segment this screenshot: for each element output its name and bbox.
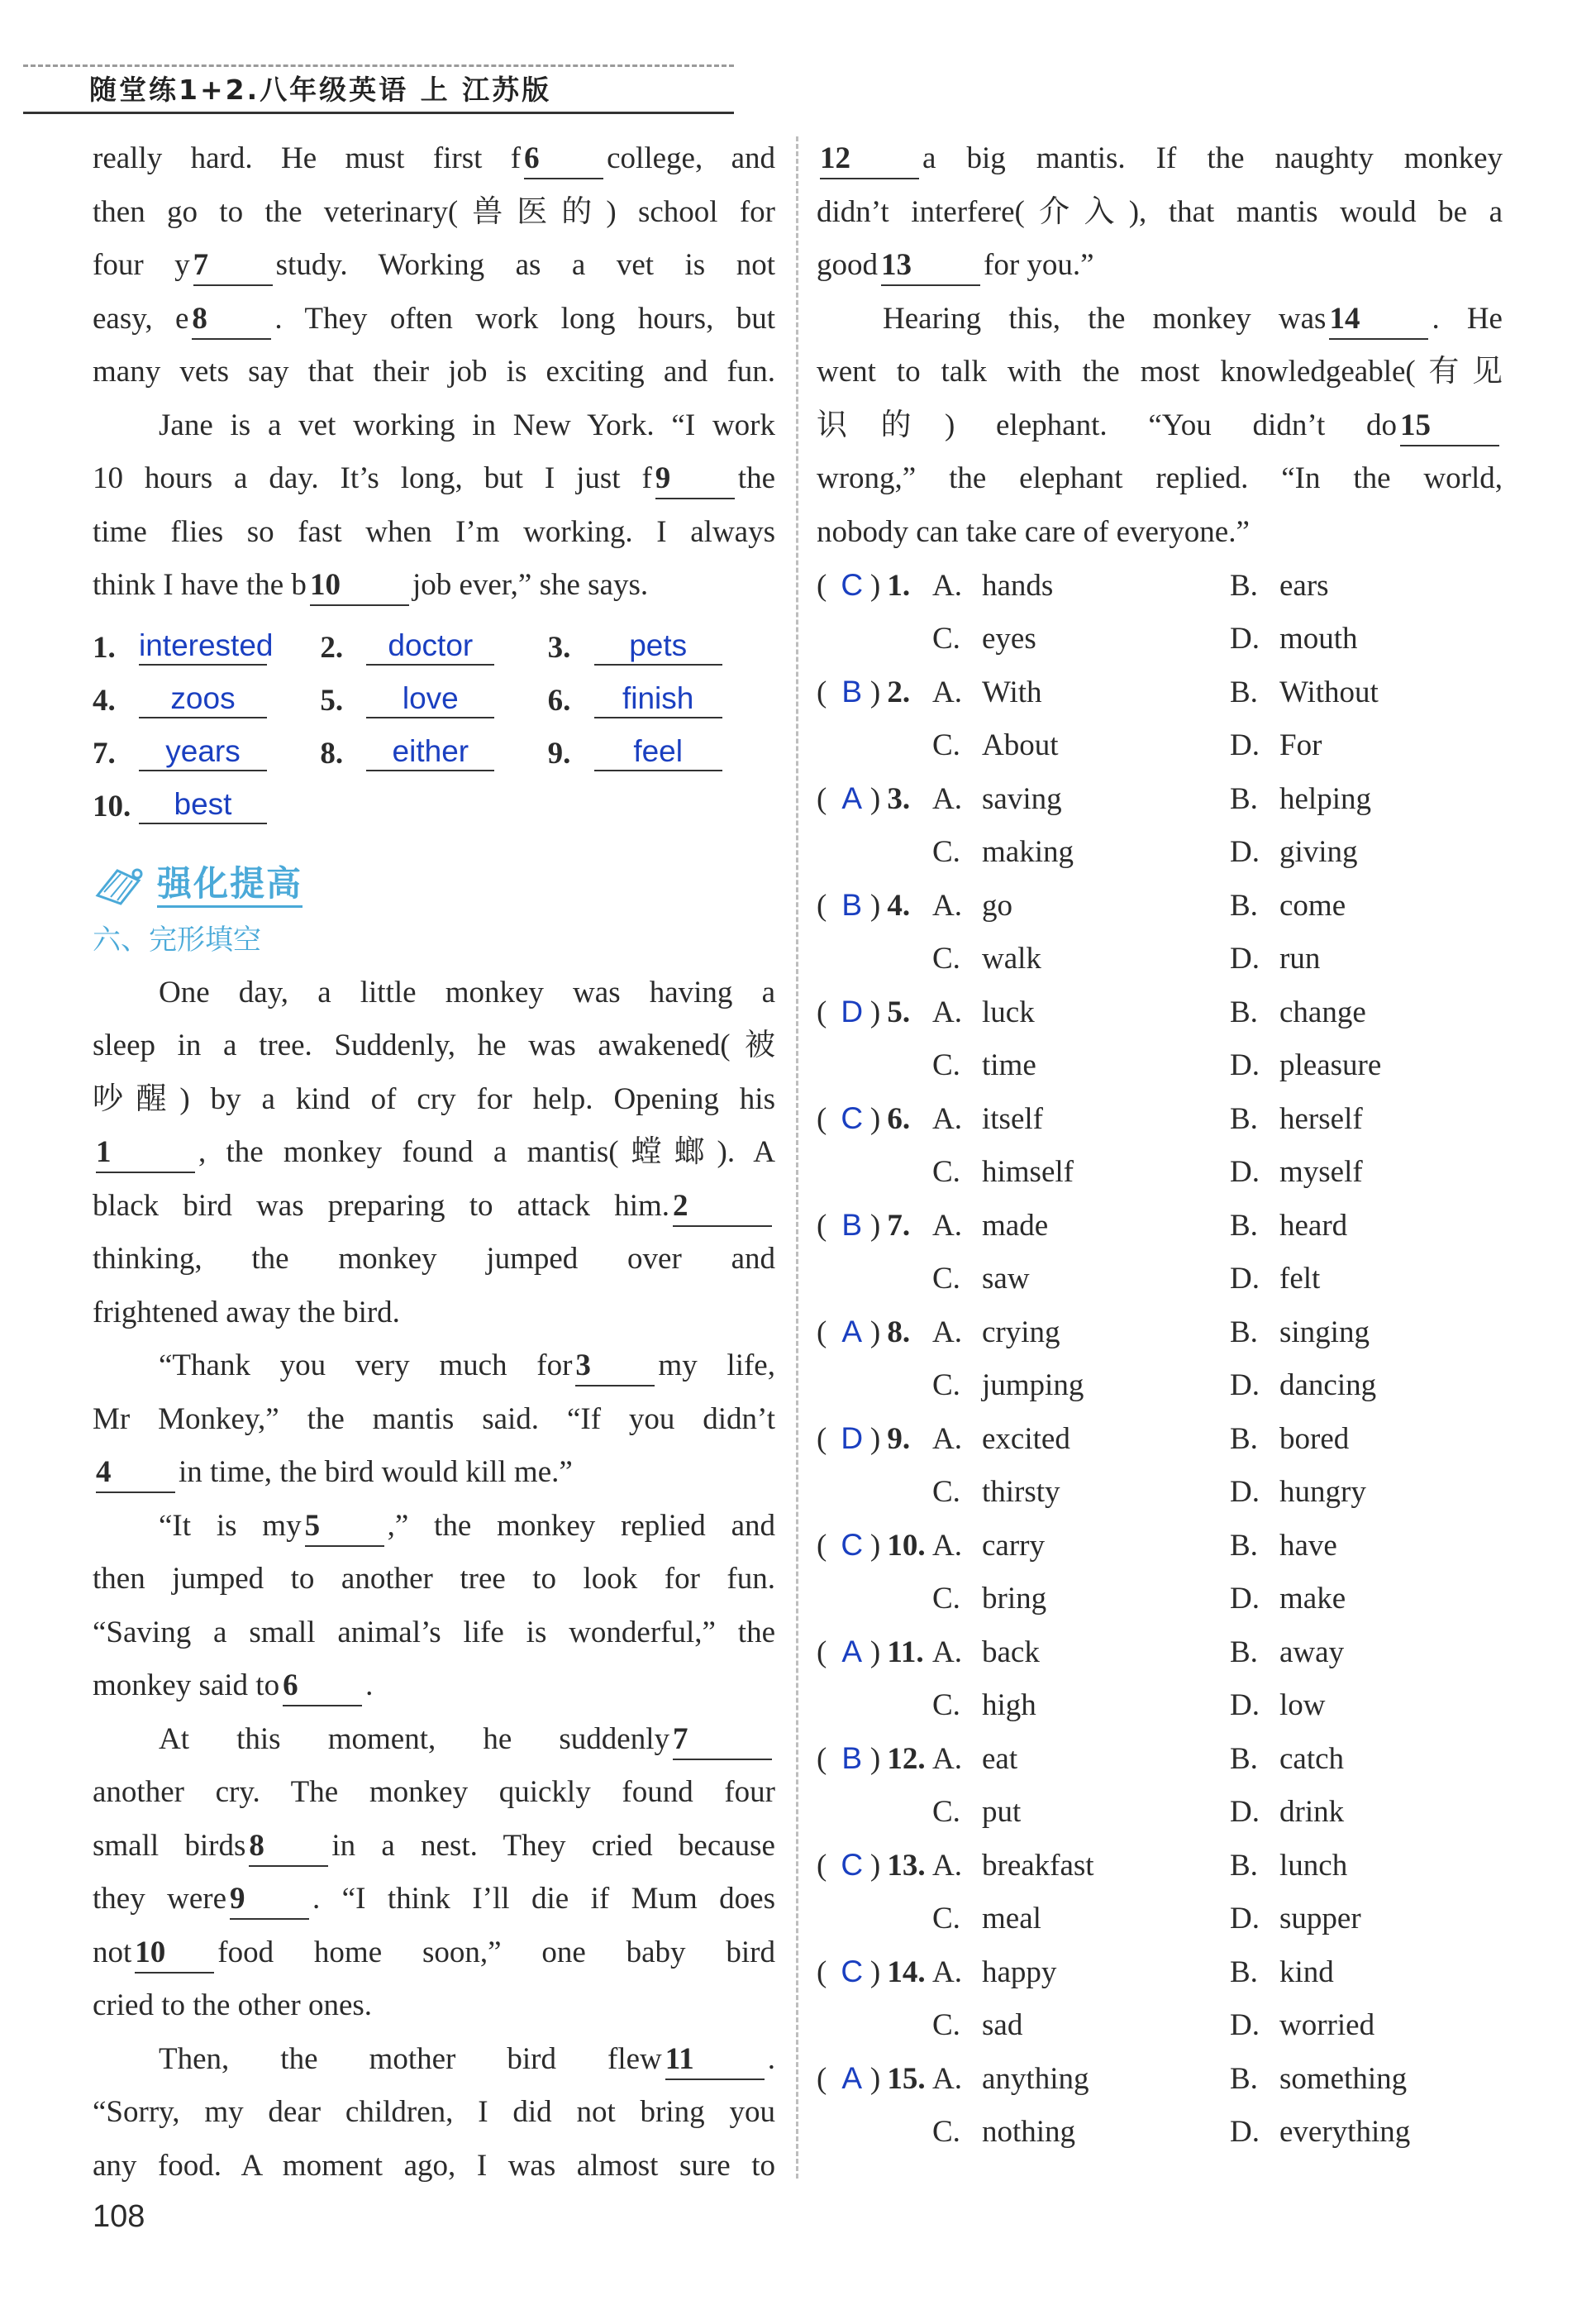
option-a: A. itself [932, 1101, 1043, 1136]
text-line: think I have the b 10 job ever,” she says. [93, 559, 775, 613]
paren-close: ) [869, 1635, 881, 1669]
question-row [817, 1092, 1503, 1146]
option-d: D. drink [1230, 1795, 1345, 1830]
question-number: 1. [887, 568, 911, 603]
column-divider [796, 136, 798, 2179]
text-line: easy, e 8 . They often work long hours, but [93, 293, 775, 346]
option-b: B. kind [1230, 1954, 1334, 1989]
question-row [817, 1199, 1503, 1253]
blank: 10 [135, 1934, 214, 1974]
text-line: 10 hours a day. It’s long, but I just f 9 the [93, 452, 775, 506]
page-header [23, 64, 734, 114]
exercise-heading: 六、完形填空 [93, 923, 261, 957]
text-line: 识的) elephant. “You didn’t do 15 [817, 399, 1503, 453]
option-d: D. felt [1230, 1262, 1321, 1296]
selected-answer: B [841, 675, 863, 709]
blank: 13 [881, 246, 980, 286]
question-row [817, 1839, 1503, 1892]
blank: 9 [230, 1880, 309, 1920]
answer-value: feel [594, 733, 722, 771]
option-a: A. made [932, 1208, 1049, 1243]
question-row-2 [817, 1146, 1503, 1200]
text-line: “It is my 5 ,” the monkey replied and [93, 1500, 775, 1554]
option-c: C. thirsty [932, 1475, 1060, 1510]
question-number: 9. [887, 1421, 911, 1456]
selected-answer: A [841, 781, 863, 816]
text-line: then go to the veterinary(兽医的) school for [93, 194, 775, 229]
selected-answer: A [841, 2061, 863, 2096]
blank: 9 [655, 460, 735, 499]
option-a: A. hands [932, 568, 1054, 603]
text-line: black bird was preparing to attack him. 2 [93, 1180, 775, 1234]
option-b: B. helping [1230, 781, 1371, 816]
paren-open: ( [817, 1421, 827, 1456]
option-c: C. meal [932, 1902, 1041, 1936]
text-line: “Thank you very much for 3 my life, [93, 1339, 775, 1393]
answer-value: doctor [366, 628, 494, 666]
text-line: 吵醒) by a kind of cry for help. Opening his [93, 1081, 775, 1116]
option-a: A. luck [932, 995, 1035, 1029]
text-line: cried to the other ones. [93, 1988, 373, 2022]
blank: 4 [96, 1453, 175, 1493]
selected-answer: B [841, 1208, 863, 1243]
text-line: another cry. The monkey quickly found four [93, 1775, 775, 1809]
answer-number: 10. [93, 789, 131, 823]
question-row-2 [817, 1679, 1503, 1733]
answer-value: best [139, 786, 267, 824]
question-row-2 [817, 1999, 1503, 2053]
option-b: B. have [1230, 1528, 1337, 1563]
paren-open: ( [817, 1848, 827, 1883]
paren-open: ( [817, 1954, 827, 1989]
option-a: A. carry [932, 1528, 1045, 1563]
option-d: D. mouth [1230, 622, 1358, 656]
option-d: D. run [1230, 942, 1321, 976]
paren-open: ( [817, 568, 827, 603]
paren-close: ) [869, 1208, 881, 1243]
option-a: A. crying [932, 1315, 1060, 1349]
answer-number: 1. [93, 630, 116, 665]
option-b: B. singing [1230, 1315, 1370, 1349]
question-row-2 [817, 2106, 1503, 2160]
page-number: 108 [93, 2199, 145, 2234]
paren-close: ) [869, 568, 881, 603]
section-heading [93, 861, 775, 910]
answer-number: 8. [320, 736, 344, 771]
selected-answer: C [841, 1101, 864, 1136]
text-line: many vets say that their job is exciting and fun. [93, 355, 775, 389]
text-line: time flies so fast when I’m working. I always [93, 514, 775, 549]
blank: 11 [665, 2040, 765, 2080]
option-d: D. For [1230, 728, 1322, 763]
option-b: B. away [1230, 1635, 1345, 1669]
paren-close: ) [869, 1954, 881, 1989]
option-d: D. everything [1230, 2115, 1411, 2150]
answer-number: 6. [547, 683, 571, 718]
answer-value: finish [594, 680, 722, 718]
text-line: small birds 8 in a nest. They cried because [93, 1820, 775, 1873]
paren-open: ( [817, 1208, 827, 1243]
question-row [817, 559, 1503, 613]
text-line: “Sorry, my dear children, I did not bring you [93, 2095, 775, 2129]
paren-open: ( [817, 1315, 827, 1349]
text-line: Then, the mother bird flew 11 . [93, 2033, 775, 2087]
option-c: C. jumping [932, 1368, 1084, 1403]
answer-value: pets [594, 628, 722, 666]
question-number: 11. [887, 1635, 924, 1669]
option-a: A. With [932, 675, 1042, 709]
paren-open: ( [817, 781, 827, 816]
option-a: A. anything [932, 2061, 1089, 2096]
option-b: B. heard [1230, 1208, 1348, 1243]
question-number: 15. [887, 2061, 926, 2096]
question-row [817, 1945, 1503, 1999]
right-column [817, 132, 1503, 2159]
option-b: B. something [1230, 2061, 1408, 2096]
option-a: A. eat [932, 1741, 1018, 1776]
blank: 1 [96, 1134, 195, 1173]
selected-answer: A [841, 1315, 863, 1349]
question-number: 4. [887, 888, 911, 923]
selected-answer: C [841, 1954, 864, 1989]
question-number: 3. [887, 781, 911, 816]
blank: 5 [305, 1507, 384, 1547]
paren-close: ) [869, 2061, 881, 2096]
paren-close: ) [869, 1101, 881, 1136]
question-number: 5. [887, 995, 911, 1029]
option-d: D. supper [1230, 1902, 1361, 1936]
question-row [817, 1625, 1503, 1679]
question-row-2 [817, 1359, 1503, 1413]
selected-answer: C [841, 1528, 864, 1563]
book-title: 随堂练1+2.八年级英语 上 江苏版 [89, 74, 552, 106]
answer-number: 3. [547, 630, 571, 665]
text-line: One day, a little monkey was having a [159, 975, 775, 1009]
option-b: B. come [1230, 888, 1346, 923]
option-c: C. sad [932, 2008, 1023, 2043]
option-b: B. change [1230, 995, 1366, 1029]
option-c: C. time [932, 1048, 1036, 1083]
question-row [817, 1732, 1503, 1786]
question-row [817, 2052, 1503, 2106]
option-b: B. Without [1230, 675, 1379, 709]
text-line: sleep in a tree. Suddenly, he was awakened(被 [93, 1029, 775, 1062]
paren-open: ( [817, 995, 827, 1029]
question-row [817, 772, 1503, 826]
text-line: four y 7 study. Working as a vet is not [93, 239, 775, 293]
answer-value: interested [139, 628, 267, 666]
question-row-2 [817, 719, 1503, 773]
option-d: D. low [1230, 1688, 1326, 1723]
option-c: C. put [932, 1795, 1022, 1830]
option-d: D. make [1230, 1582, 1346, 1616]
question-row-2 [817, 1466, 1503, 1520]
option-a: A. back [932, 1635, 1040, 1669]
text-line: nobody can take care of everyone.” [817, 514, 1250, 549]
answer-value: love [366, 680, 494, 718]
option-c: C. walk [932, 942, 1041, 976]
paren-close: ) [869, 995, 881, 1029]
option-a: A. go [932, 888, 1012, 923]
option-c: C. making [932, 835, 1074, 870]
option-d: D. dancing [1230, 1368, 1377, 1403]
text-line: “Saving a small animal’s life is wonderful,” the [93, 1615, 775, 1649]
question-row-2 [817, 826, 1503, 880]
option-b: B. lunch [1230, 1848, 1348, 1883]
option-c: C. nothing [932, 2115, 1076, 2150]
answer-value: either [366, 733, 494, 771]
option-d: D. worried [1230, 2008, 1375, 2043]
selected-answer: C [841, 568, 864, 603]
question-row-2 [817, 1892, 1503, 1946]
paren-open: ( [817, 675, 827, 709]
option-c: C. eyes [932, 622, 1036, 656]
question-row-2 [817, 1039, 1503, 1093]
text-line: thinking, the monkey jumped over and [93, 1242, 775, 1276]
option-c: C. high [932, 1688, 1036, 1723]
question-row [817, 986, 1503, 1039]
selected-answer: D [841, 1421, 864, 1456]
option-b: B. ears [1230, 568, 1329, 603]
question-row-2 [817, 1786, 1503, 1840]
option-c: C. About [932, 728, 1059, 763]
question-number: 8. [887, 1315, 911, 1349]
answer-number: 2. [320, 630, 344, 665]
question-number: 12. [887, 1741, 926, 1776]
question-number: 10. [887, 1528, 926, 1563]
option-b: B. herself [1230, 1101, 1363, 1136]
paren-close: ) [869, 1421, 881, 1456]
text-line: Jane is a vet working in New York. “I work [159, 408, 775, 442]
question-number: 7. [887, 1208, 911, 1243]
option-c: C. saw [932, 1262, 1030, 1296]
option-a: A. breakfast [932, 1848, 1094, 1883]
question-row-2 [817, 1253, 1503, 1306]
question-number: 6. [887, 1101, 911, 1136]
answer-number: 4. [93, 683, 116, 718]
option-c: C. himself [932, 1155, 1074, 1190]
text-line: really hard. He must first f 6 college, and [93, 132, 775, 186]
paren-open: ( [817, 888, 827, 923]
text-line: 12 a big mantis. If the naughty monkey [817, 132, 1503, 186]
blank: 8 [192, 300, 271, 340]
paren-open: ( [817, 1741, 827, 1776]
question-number: 13. [887, 1848, 926, 1883]
option-b: B. catch [1230, 1741, 1345, 1776]
selected-answer: D [841, 995, 864, 1029]
blank: 6 [283, 1667, 362, 1706]
text-line: wrong,” the elephant replied. “In the world, [817, 461, 1503, 495]
answer-number: 5. [320, 683, 344, 718]
question-row [817, 1519, 1503, 1573]
answer-value: zoos [139, 680, 267, 718]
question-row [817, 1412, 1503, 1466]
paren-open: ( [817, 1101, 827, 1136]
paren-open: ( [817, 1635, 827, 1669]
answer-value: years [139, 733, 267, 771]
paren-close: ) [869, 1848, 881, 1883]
answer-grid [93, 613, 775, 824]
text-line: 4 in time, the bird would kill me.” [93, 1446, 775, 1500]
blank: 12 [820, 140, 919, 179]
text-line: good 13 for you.” [817, 239, 1503, 293]
blank: 8 [249, 1827, 328, 1867]
text-line: then jumped to another tree to look for fun. [93, 1562, 775, 1596]
question-row [817, 666, 1503, 719]
paren-close: ) [869, 1741, 881, 1776]
text-line: frightened away the bird. [93, 1295, 400, 1329]
blank: 7 [193, 246, 273, 286]
paren-close: ) [869, 675, 881, 709]
question-number: 14. [887, 1954, 926, 1989]
paren-close: ) [869, 1315, 881, 1349]
text-line: Mr Monkey,” the mantis said. “If you didn’t [93, 1401, 775, 1436]
paren-open: ( [817, 1528, 827, 1563]
question-row [817, 879, 1503, 933]
blank: 6 [524, 140, 603, 179]
question-row-2 [817, 1573, 1503, 1626]
section-title: 强化提高 [157, 862, 303, 908]
question-row [817, 1305, 1503, 1359]
text-line: Hearing this, the monkey was 14 . He [817, 293, 1503, 346]
text-line: monkey said to 6 . [93, 1659, 775, 1713]
blank: 7 [673, 1721, 772, 1760]
text-line: any food. A moment ago, I was almost sure to [93, 2148, 775, 2183]
text-line: not 10 food home soon,” one baby bird [93, 1926, 775, 1980]
blank: 2 [673, 1187, 772, 1227]
selected-answer: A [841, 1635, 863, 1669]
option-a: A. saving [932, 781, 1062, 816]
question-row-2 [817, 933, 1503, 986]
blank: 14 [1329, 300, 1428, 340]
option-d: D. pleasure [1230, 1048, 1382, 1083]
paren-close: ) [869, 888, 881, 923]
paren-open: ( [817, 2061, 827, 2096]
text-line: went to talk with the most knowledgeable(有见 [817, 355, 1503, 389]
blank: 10 [310, 566, 409, 606]
option-a: A. happy [932, 1954, 1057, 1989]
paren-close: ) [869, 1528, 881, 1563]
text-line: At this moment, he suddenly 7 [93, 1713, 775, 1767]
option-c: C. bring [932, 1582, 1047, 1616]
blank: 15 [1400, 407, 1499, 446]
question-number: 2. [887, 675, 911, 709]
option-d: D. myself [1230, 1155, 1363, 1190]
question-row-2 [817, 613, 1503, 666]
blank: 3 [575, 1347, 655, 1386]
option-d: D. giving [1230, 835, 1358, 870]
paren-close: ) [869, 781, 881, 816]
text-line: didn’t interfere(介入), that mantis would be a [817, 194, 1503, 229]
text-line: they were 9 . “I think I’ll die if Mum does [93, 1873, 775, 1926]
selected-answer: C [841, 1848, 864, 1883]
text-line: 1 , the monkey found a mantis(螳螂). A [93, 1126, 775, 1180]
selected-answer: B [841, 1741, 863, 1776]
answer-number: 7. [93, 736, 116, 771]
question-list [817, 559, 1503, 2159]
option-d: D. hungry [1230, 1475, 1366, 1510]
selected-answer: B [841, 888, 863, 923]
section-icon [93, 862, 147, 909]
left-column [93, 132, 775, 2193]
option-b: B. bored [1230, 1421, 1350, 1456]
option-a: A. excited [932, 1421, 1070, 1456]
answer-number: 9. [547, 736, 571, 771]
